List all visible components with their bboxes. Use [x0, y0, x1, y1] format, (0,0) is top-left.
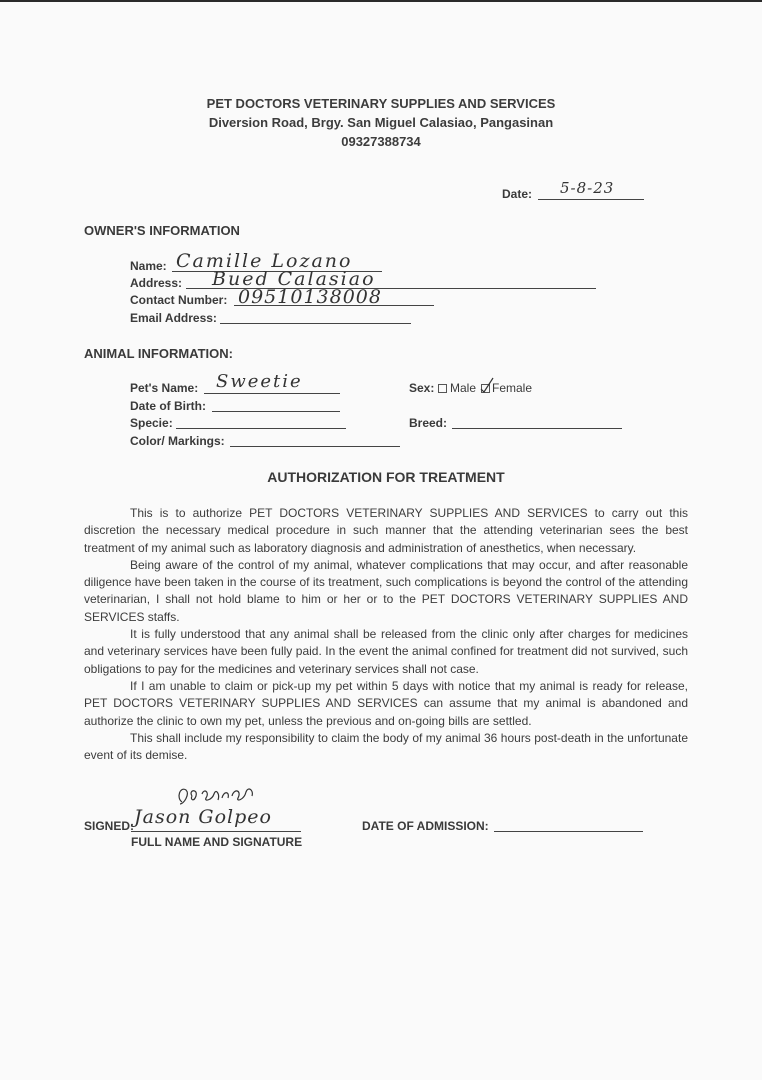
pet-name-label: Pet's Name: — [130, 381, 199, 395]
male-checkbox[interactable] — [438, 384, 447, 393]
owner-contact-label: Contact Number: — [130, 293, 228, 307]
female-label: Female — [492, 381, 533, 395]
sex-label: Sex: — [409, 381, 435, 395]
authorization-paragraph: This is to authorize PET DOCTORS VETERINARY SUPPLIES AND SERVICES to carry out this discretion the necessary medical procedure in such manner that the attending veterinarian sees the best treatment of my animal such as laboratory diagnosis and administration of anesthetics, when necessary. — [84, 506, 688, 555]
date-value[interactable]: 5-8-23 — [560, 179, 615, 197]
owner-address-value[interactable]: Bued Calasiao — [212, 268, 376, 290]
breed-label: Breed: — [409, 416, 448, 430]
authorization-title: AUTHORIZATION FOR TREATMENT — [267, 469, 505, 485]
checkmark-icon — [480, 377, 494, 393]
color-markings-label: Color/ Markings: — [130, 434, 225, 448]
female-checkbox[interactable] — [481, 384, 490, 393]
authorization-paragraph: If I am unable to claim or pick-up my pet within 5 days with notice that my animal is ready for release, PET DOCTORS VETERINARY SUPPLIES AND SERVICES can assume that my animal is abandoned and authorize the clinic to own my pet, unless the previous and on-going bills are settled. — [84, 678, 688, 728]
specie-line — [176, 428, 346, 429]
scan-edge — [0, 0, 762, 2]
sex-option-female[interactable] — [481, 381, 532, 395]
specie-label: Specie: — [130, 416, 173, 430]
dob-label: Date of Birth: — [130, 399, 206, 413]
signature-line — [131, 831, 301, 832]
sex-option-male[interactable] — [438, 381, 476, 395]
owner-name-value[interactable]: Camille Lozano — [176, 250, 353, 272]
date-label: Date: — [502, 187, 533, 201]
company-name: PET DOCTORS VETERINARY SUPPLIES AND SERVICES — [206, 96, 556, 111]
date-line — [538, 199, 644, 200]
dob-line — [212, 411, 340, 412]
admission-date-line — [494, 831, 643, 832]
admission-date-label: DATE OF ADMISSION: — [362, 819, 489, 833]
authorization-text — [84, 505, 688, 764]
owner-email-line — [220, 323, 411, 324]
owner-email-label: Email Address: — [130, 311, 217, 325]
authorization-paragraph: It is fully understood that any animal shall be released from the clinic only after charges for medicines and veterinary services have been fully paid. In the event the animal confined for treatment did not survived, such obligations to pay for the medicines and veterinary services shall not case. — [84, 627, 688, 676]
company-address: Diversion Road, Brgy. San Miguel Calasiao, Pangasinan — [208, 115, 554, 130]
pet-name-line — [204, 393, 340, 394]
male-label: Male — [450, 381, 477, 395]
owner-contact-value[interactable]: 09510138008 — [238, 286, 382, 308]
signature-caption: FULL NAME AND SIGNATURE — [131, 835, 303, 849]
owner-name-label: Name: — [130, 259, 167, 273]
animal-section-title: ANIMAL INFORMATION: — [84, 346, 233, 361]
company-phone: 09327388734 — [341, 134, 421, 149]
owner-section-title: OWNER'S INFORMATION — [84, 223, 240, 238]
authorization-paragraph: Being aware of the control of my animal, whatever complications that may occur, and after reasonable diligence have been taken in the course of its treatment, such complications is beyond the control of the attending veterinarian, I shall not hold blame to him or her or to the PET DOCTORS VETERINARY SUPPLIES AND SERVICES staffs. — [84, 557, 688, 624]
signature-value[interactable]: Jason Golpeo — [134, 806, 272, 828]
pet-name-value[interactable]: Sweetie — [216, 371, 303, 392]
signed-label: SIGNED: — [84, 819, 135, 833]
color-markings-line — [230, 446, 400, 447]
owner-address-label: Address: — [130, 276, 183, 290]
authorization-paragraph: This shall include my responsibility to claim the body of my animal 36 hours post-death in the unfortunate event of its demise. — [84, 730, 688, 763]
breed-line — [452, 428, 622, 429]
